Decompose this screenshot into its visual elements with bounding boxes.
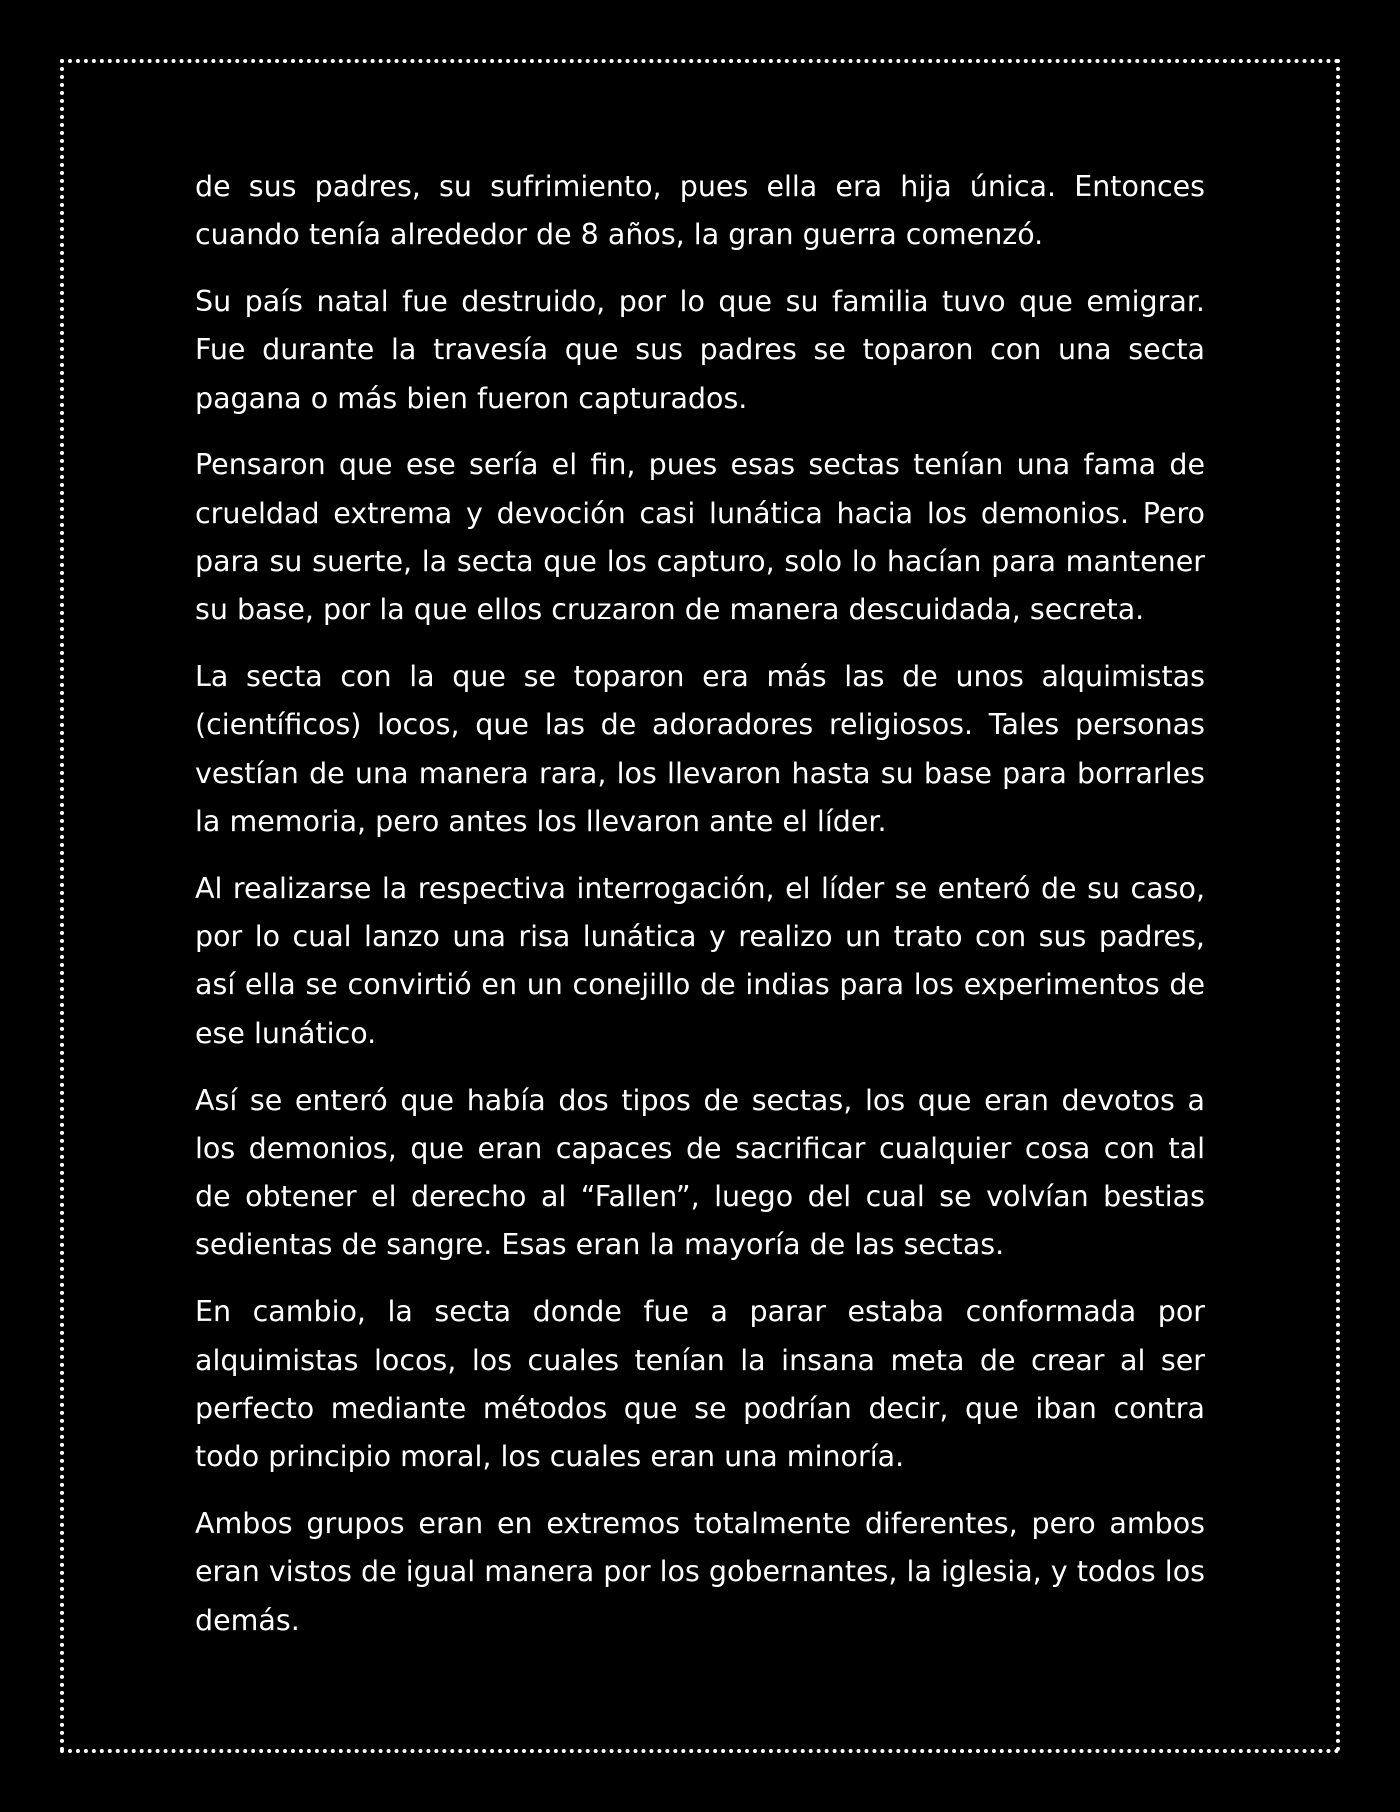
paragraph-3: Pensaron que ese sería el fin, pues esas sectas tenían una fama de crueldad extrema y devoción casi lunática hacia los demonios. Pero para su suerte, la secta que los capturo, solo lo hacían para mantener su base, por la que ellos cruzaron de manera descuidada, secreta.	[195, 448, 1205, 627]
text-body	[195, 163, 1205, 1645]
paragraph-5: Al realizarse la respectiva interrogación, el líder se enteró de su caso, por lo cual lanzo una risa lunática y realizo un trato con sus padres, así ella se convirtió en un conejillo de indias para los experimentos de ese lunático.	[195, 871, 1205, 1050]
paragraph-6: Así se enteró que había dos tipos de sectas, los que eran devotos a los demonios, que eran capaces de sacrificar cualquier cosa con tal de obtener el derecho al “Fallen”, luego del cual se volvían bestias sedientas de sangre. Esas eran la mayoría de las sectas.	[195, 1083, 1205, 1262]
paragraph-7: En cambio, la secta donde fue a parar estaba conformada por alquimistas locos, los cuales tenían la insana meta de crear al ser perfecto mediante métodos que se podrían decir, que iban contra todo principio moral, los cuales eran una minoría.	[195, 1295, 1205, 1474]
paragraph-1: de sus padres, su sufrimiento, pues ella era hija única. Entonces cuando tenía alrededor de 8 años, la gran guerra comenzó.	[195, 170, 1205, 252]
paragraph-2: Su país natal fue destruido, por lo que su familia tuvo que emigrar. Fue durante la travesía que sus padres se toparon con una secta pagana o más bien fueron capturados.	[195, 285, 1205, 415]
paragraph-8: Ambos grupos eran en extremos totalmente diferentes, pero ambos eran vistos de igual manera por los gobernantes, la iglesia, y todos los demás.	[195, 1506, 1205, 1637]
paragraph-4: La secta con la que se toparon era más las de unos alquimistas (científicos) locos, que las de adoradores religiosos. Tales personas vestían de una manera rara, los llevaron hasta su base para borrarles la memoria, pero antes los llevaron ante el líder.	[195, 660, 1205, 839]
